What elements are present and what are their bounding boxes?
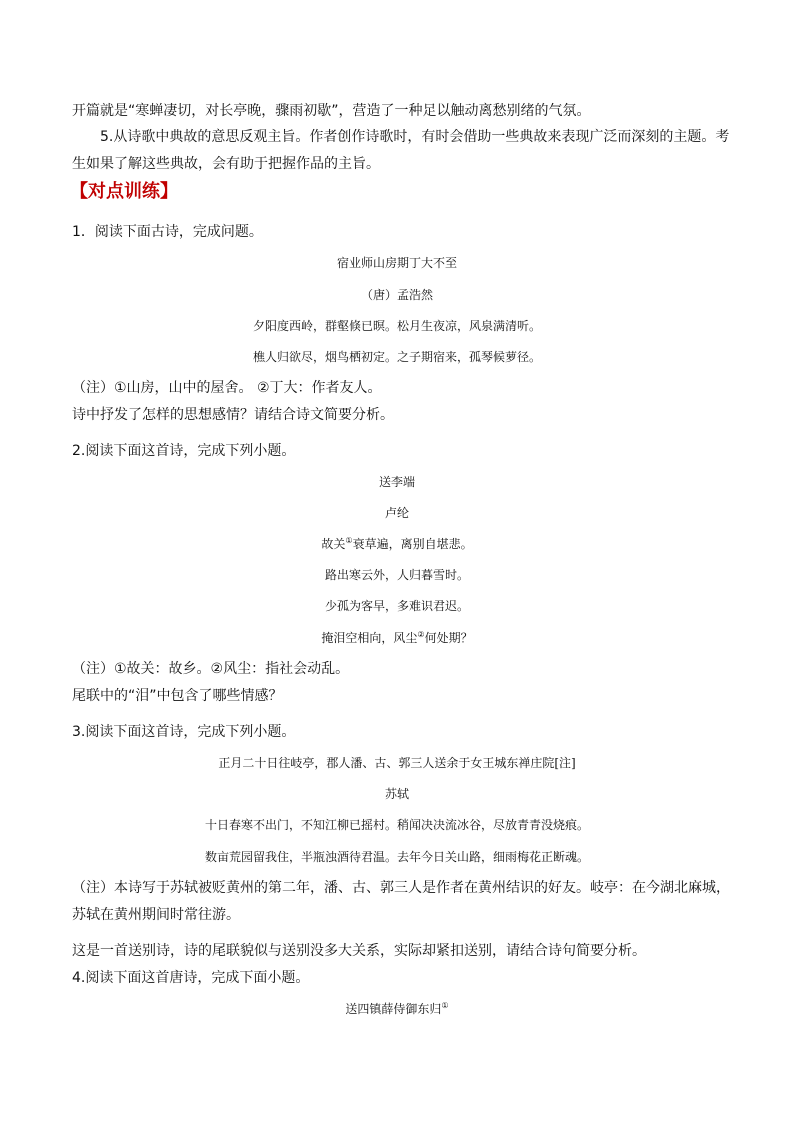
q2-prompt: 2.阅读下面这首诗，完成下列小题。 (72, 443, 296, 459)
q3-note-line-1: （注）本诗写于苏轼被贬黄州的第二年，潘、古、郭三人是作者在黄州结识的好友。岐亭：在今湖北麻城， (72, 880, 730, 896)
q2-poem-line-1-end: 衰草遍，离别自堪悲。 (352, 537, 473, 551)
intro-line-1: 开篇就是“寒蝉凄切，对长亭晚，骤雨初歇”，营造了一种足以触动离愁别绪的气氛。 (72, 103, 591, 119)
q2-poem-line-4-end: 何处期？ (424, 631, 473, 645)
q1-note: （注）①山房，山中的屋舍。 ②丁大：作者友人。 (72, 380, 382, 396)
q2-poem-author: 卢纶 (384, 506, 409, 520)
q2-footnote-mark-1: ① (345, 536, 353, 545)
q2-poem-line-2: 路出寒云外，人归暮雪时。 (324, 568, 469, 582)
section-title: 【对点训练】 (70, 181, 178, 202)
q4-poem-title-text: 送四镇薛侍御东归 (345, 1002, 442, 1016)
q2-poem-line-1 (0, 535, 794, 553)
q3-note-line-2: 苏轼在黄州期间时常往游。 (72, 907, 240, 923)
q2-poem-line-4-start: 掩泪空相向，风尘 (321, 631, 418, 645)
q1-poem-author: （唐）孟浩然 (360, 288, 433, 302)
intro-line-2: 5.从诗歌中典故的意思反观主旨。作者创作诗歌时，有时会借助一些典故来表现广泛而深刻的主题。考 (100, 129, 730, 145)
q2-poem-title: 送李端 (378, 475, 415, 489)
q3-poem-title: 正月二十日往岐亭，郡人潘、古、郭三人送余于女王城东禅庄院[注] (218, 756, 576, 770)
q1-question: 诗中抒发了怎样的思想感情？请结合诗文简要分析。 (72, 407, 394, 423)
q2-note: （注）①故关：故乡。②风尘：指社会动乱。 (72, 661, 350, 677)
q3-question: 这是一首送别诗，诗的尾联貌似与送别没多大关系，实际却紧扣送别，请结合诗句简要分析。 (72, 943, 646, 959)
q3-poem-line-2: 数亩荒园留我住，半瓶浊酒待君温。去年今日关山路，细雨梅花正断魂。 (204, 850, 589, 864)
q1-poem-line-2: 樵人归欲尽，烟鸟栖初定。之子期宿来，孤琴候萝径。 (252, 350, 541, 364)
q2-footnote-mark-2: ② (417, 630, 425, 639)
q2-question: 尾联中的“泪”中包含了哪些情感？ (72, 688, 283, 704)
q2-poem-line-4 (0, 629, 794, 647)
q1-poem-line-1: 夕阳度西岭，群壑倏已暝。松月生夜凉，风泉满清听。 (252, 319, 541, 333)
q2-poem-line-3: 少孤为客早，多难识君迟。 (324, 599, 469, 613)
q3-poem-line-1: 十日春寒不出门，不知江柳已摇村。稍闻决决流冰谷，尽放青青没烧痕。 (204, 818, 589, 832)
q4-prompt: 4.阅读下面这首唐诗，完成下面小题。 (72, 970, 310, 986)
q3-prompt: 3.阅读下面这首诗，完成下列小题。 (72, 724, 296, 740)
q3-poem-author: 苏轼 (384, 787, 409, 801)
q2-poem-line-1-start: 故关 (321, 537, 346, 551)
q4-poem-title (0, 1000, 794, 1018)
q4-footnote-mark: ① (441, 1001, 449, 1010)
intro-line-3: 生如果了解这些典故，会有助于把握作品的主旨。 (72, 156, 380, 172)
q1-prompt: 1．阅读下面古诗，完成问题。 (72, 224, 263, 240)
q1-poem-title: 宿业师山房期丁大不至 (336, 256, 457, 270)
